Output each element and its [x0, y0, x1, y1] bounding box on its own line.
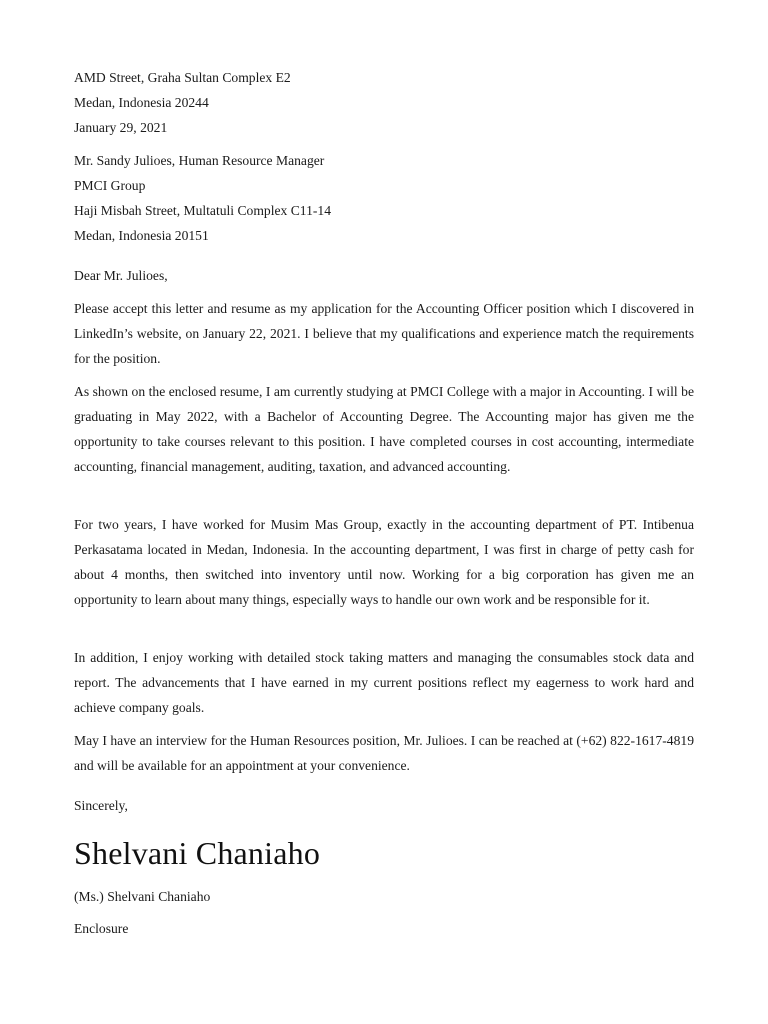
paragraph-text: As shown on the enclosed resume, I am currently studying at PMCI College with a major in Accounting. I will be graduating in May 2022, with a Bachelor of Accounting Degree. The Accounting major has given me the opportunity to take courses relevant to this position. I have completed courses in cost accounting, intermediate accounting, financial management, auditing, taxation, and advanced accounting. — [74, 384, 694, 474]
body-paragraph-1 — [74, 296, 694, 371]
sender-city: Medan, Indonesia 20244 — [74, 95, 209, 110]
closing: Sincerely, — [74, 798, 128, 813]
recipient-company: PMCI Group — [74, 178, 146, 193]
recipient-name-title: Mr. Sandy Julioes, Human Resource Manager — [74, 153, 325, 168]
salutation: Dear Mr. Julioes, — [74, 268, 168, 283]
recipient-city: Medan, Indonesia 20151 — [74, 228, 209, 243]
body-paragraph-2 — [74, 379, 694, 479]
sender-street: AMD Street, Graha Sultan Complex E2 — [74, 70, 291, 85]
recipient-street: Haji Misbah Street, Multatuli Complex C11-14 — [74, 203, 331, 218]
signature: Shelvani Chaniaho — [74, 835, 321, 871]
paragraph-text: May I have an interview for the Human Resources position, Mr. Julioes. I can be reached at (+62) 822-1617-4819 and will be available for an appointment at your convenience. — [74, 733, 694, 773]
printed-name: (Ms.) Shelvani Chaniaho — [74, 889, 211, 904]
sender-address — [74, 65, 694, 140]
paragraph-text: For two years, I have worked for Musim Mas Group, exactly in the accounting department of PT. Intibenua Perkasatama located in Medan, Indonesia. In the accounting department, I was first in charge of petty cash for about 4 months, then switched into inventory until now. Working for a big corporation has given me an opportunity to learn about many things, especially ways to handle our own work and be responsible for it. — [74, 517, 694, 607]
body-paragraph-4 — [74, 645, 694, 720]
body-paragraph-3 — [74, 512, 694, 612]
letter-date: January 29, 2021 — [74, 120, 168, 135]
paragraph-text: In addition, I enjoy working with detailed stock taking matters and managing the consumables stock data and report. The advancements that I have earned in my current positions reflect my eagerness to work hard and achieve company goals. — [74, 650, 694, 715]
enclosure-note: Enclosure — [74, 921, 129, 936]
body-paragraph-5 — [74, 728, 694, 778]
paragraph-text: Please accept this letter and resume as my application for the Accounting Officer position which I discovered in LinkedIn’s website, on January 22, 2021. I believe that my qualifications and experience match the requirements for the position. — [74, 301, 694, 366]
recipient-address — [74, 148, 694, 248]
